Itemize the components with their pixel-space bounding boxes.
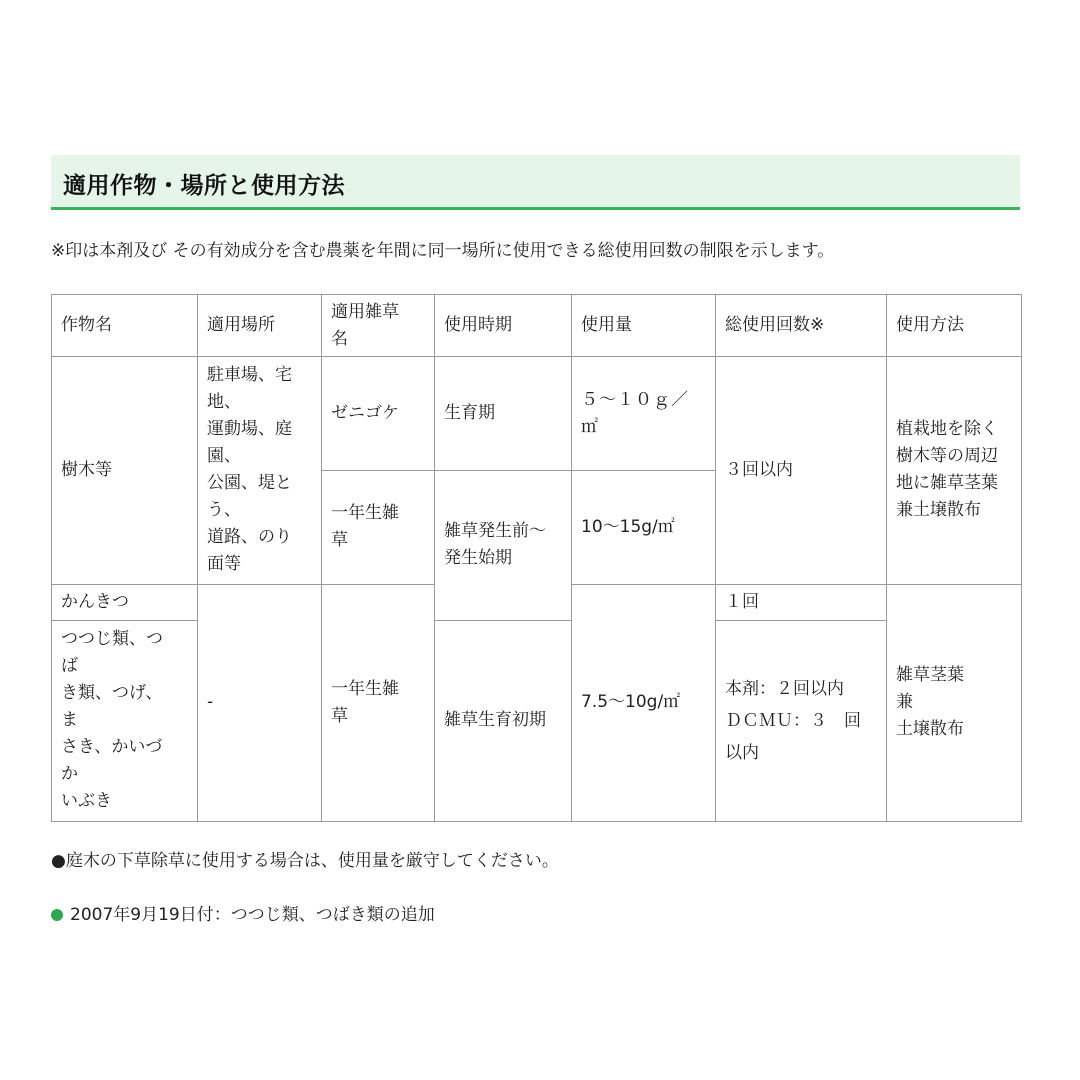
cell-amount-7-10: 7.5～10g/㎡ — [572, 584, 716, 821]
header-crop: 作物名 — [52, 295, 198, 357]
table-row — [52, 357, 1022, 471]
header-amount: 使用量 — [572, 295, 716, 357]
cell-count-3: ３回以内 — [716, 357, 887, 584]
cell-weed-annual-2: 一年生雑 草 — [322, 584, 435, 821]
cell-crop-kankitsu: かんきつ — [52, 584, 198, 620]
cell-amount-10-15: 10～15g/㎡ — [572, 470, 716, 584]
header-method: 使用方法 — [887, 295, 1022, 357]
cell-place-dash: - — [198, 584, 322, 821]
usage-table — [51, 294, 1022, 822]
cell-crop-azalea: つつじ類、つ ば き類、つげ、 ま さき、かいづ か いぶき — [52, 620, 198, 821]
usage-limit-note: ※印は本剤及び その有効成分を含む農薬を年間に同一場所に使用できる総使用回数の制限を示します。 — [51, 241, 835, 261]
cell-period-before: 雑草発生前～ 発生始期 — [435, 470, 572, 620]
usage-footnote: ●庭木の下草除草に使用する場合は、使用量を厳守してください。 — [51, 851, 559, 871]
cell-count-2: 本剤：２回以内 ＤＣＭＵ：３ 回 以内 — [716, 620, 887, 821]
section-header — [51, 155, 1020, 210]
section-title: 適用作物・場所と使用方法 — [63, 173, 345, 199]
cell-period-early: 雑草生育初期 — [435, 620, 572, 821]
cell-method-trees: 植栽地を除く 樹木等の周辺 地に雑草茎葉 兼土壌散布 — [887, 357, 1022, 584]
header-weed: 適用雑草 名 — [322, 295, 435, 357]
table-header-row — [52, 295, 1022, 357]
header-count: 総使用回数※ — [716, 295, 887, 357]
header-place: 適用場所 — [198, 295, 322, 357]
green-bullet-icon — [51, 909, 63, 921]
cell-crop-trees: 樹木等 — [52, 357, 198, 584]
cell-method-weeds: 雑草茎葉 兼 土壌散布 — [887, 584, 1022, 821]
cell-weed-annual: 一年生雑 草 — [322, 470, 435, 584]
cell-period-growth: 生育期 — [435, 357, 572, 471]
cell-place-group: 駐車場、宅 地、 運動場、庭 園、 公園、堤と う、 道路、のり 面等 — [198, 357, 322, 584]
table-row — [52, 620, 1022, 821]
cell-weed-zenigoke: ゼニゴケ — [322, 357, 435, 471]
header-period: 使用時期 — [435, 295, 572, 357]
cell-amount-5-10: ５～１０ｇ／ ㎡ — [572, 357, 716, 471]
cell-count-1: １回 — [716, 584, 887, 620]
history-note — [51, 900, 435, 925]
history-text: 2007年9月19日付：つつじ類、つばき類の追加 — [70, 905, 435, 925]
